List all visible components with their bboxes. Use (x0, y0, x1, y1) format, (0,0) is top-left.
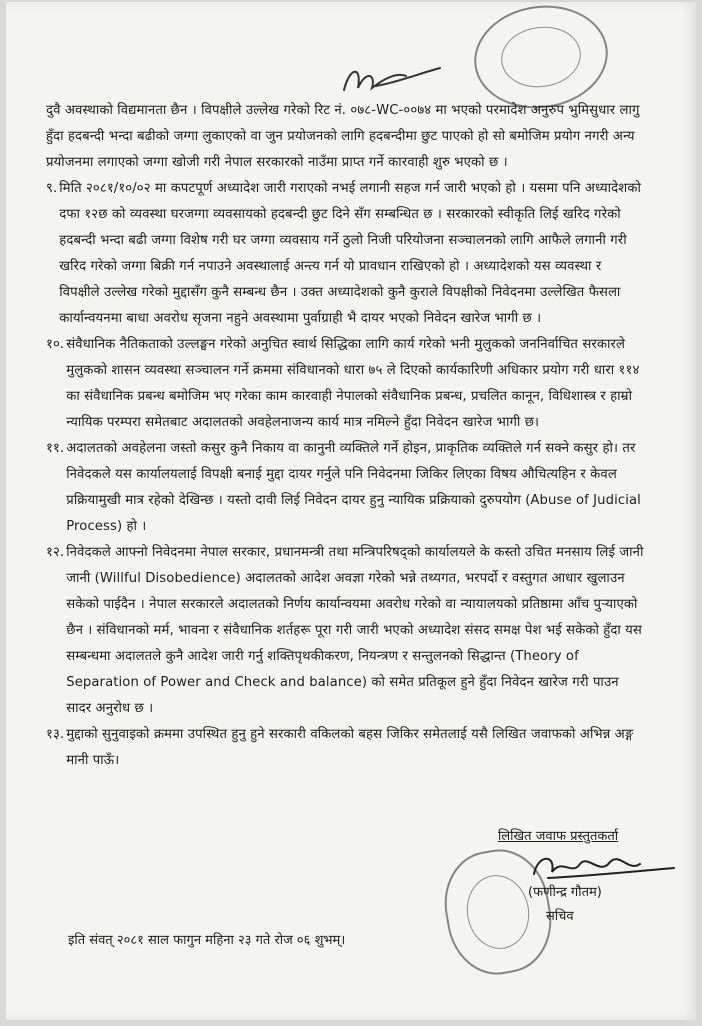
initials-scribble (336, 60, 446, 100)
paragraph-10 (46, 332, 646, 436)
paragraph-text: निवेदकले आफ्नो निवेदनमा नेपाल सरकार, प्रधानमन्त्री तथा मन्त्रिपरिषद्को कार्यालयले के कस्तो उचित मनसाय लिई जानी जानी (Willful Disobedience) अदालतको आदेश अवज्ञा गरेको भन्ने तथ्यगत, भरपर्दो र वस्तुगत आधार खुलाउन सकेको पाईदैन । नेपाल सरकारले अदालतको निर्णय कार्यान्वयमा अवरोध गरेको वा न्यायालयको प्रतिष्ठामा आँच पुऱ्याएको छैन । संविधानको मर्म, भावना र संवैधानिक शर्तहरू पूरा गरी जारी भएको अध्यादेश संसद समक्ष पेश भई सकेको हुँदा यस सम्बन्धमा अदालतले कुनै आदेश जारी गर्नु शक्तिपृथकीकरण, नियन्त्रण र सन्तुलनको सिद्धान्त (Theory of Separation of Power and Check and balance) को समेत प्रतिकूल हुने हुँदा निवेदन खारेज गरी पाउन सादर अनुरोध छ । (66, 545, 644, 716)
paragraph-text: अदालतको अवहेलना जस्तो कसुर कुनै निकाय वा कानुनी व्यक्तिले गर्ने होइन, प्राकृतिक व्यक्तिले गर्न सक्ने कसुर हो। तर निवेदकले यस कार्यालयलाई विपक्षी बनाई मुद्दा दायर गर्नुले पनि निवेदनमा जिकिर लिएका विषय औचित्यहिन र केवल प्रक्रियामुखी मात्र रहेको देखिन्छ । यस्तो दावी लिई निवेदन दायर हुनु न्यायिक प्रक्रियाको दुरुपयोग (Abuse of Judicial Process) हो । (66, 441, 641, 534)
paragraph-11 (46, 436, 646, 540)
document-page (6, 2, 696, 1020)
signature-block (498, 826, 688, 924)
paragraph-number: १३. (46, 727, 65, 742)
intro-paragraph: दुवै अवस्थाको विद्यमानता छैन । विपक्षीले उल्लेख गरेको रिट नं. ०७८-WC-००७४ मा भएको परमादेश अनुरुप भुमिसुधार लागु हुँदा हदबन्दी भन्दा बढीको जग्गा लुकाएको वा जुन प्रयोजनको लागि हदबन्दीमा छुट पाएको हो सो बमोजिम प्रयोग नगरी अन्य प्रयोजनमा लगाएको जग्गा खोजी गरी नेपाल सरकारको नाउँमा प्राप्त गर्ने कारवाही शुरु भएको छ । (46, 103, 640, 170)
paragraph-number: ११. (46, 441, 65, 456)
paragraph-number: ९. (46, 181, 58, 196)
handwritten-signature (528, 846, 678, 886)
paragraph-text: मिति २०८१/१०/०२ मा कपटपूर्ण अध्यादेश जारी गराएको नभई लगानी सहज गर्न जारी भएको हो । यसमा पनि अध्यादेशको दफा १२छ को व्यवस्था घरजग्गा व्यवसायको हदबन्दी छुट दिने सँग सम्बन्धित छ । सरकारको स्वीकृति लिई खरिद गरेको हदबन्दी भन्दा बढी जग्गा विशेष गरी घर जग्गा व्यवसाय गर्ने ठुलो निजी परियोजना सञ्चालनको लागि आफैले लगानी गरी खरिद गरेको जग्गा बिक्री गर्न नपाउने अवस्थालाई अन्त्य गर्न यो प्रावधान राखिएको हो । अध्यादेशको यस व्यवस्था र विपक्षीले उल्लेख गरेको मुद्दासँग कुनै सम्बन्ध छैन । उक्त अध्यादेशको कुनै कुराले विपक्षीको निवेदनमा उल्लेखित फैसला कार्यान्वयनमा बाधा अवरोध सृजना नहुने अवस्थामा पुर्वाग्राही भै दायर भएको निवेदन खारेज भागी छ । (59, 181, 641, 326)
paragraph-number: १२. (46, 545, 65, 560)
signatory-role: सचिव (546, 909, 574, 924)
paragraph-13 (46, 722, 646, 774)
paragraph-12 (46, 540, 646, 722)
signature-title: लिखित जवाफ प्रस्तुतकर्ता (498, 829, 619, 844)
paragraph-number: १०. (46, 337, 65, 352)
seal-inner-ring (461, 870, 535, 954)
document-body (46, 98, 646, 774)
paragraph-text: संवैधानिक नैतिकताको उल्लङ्घन गरेको अनुचित स्वार्थ सिद्धिका लागि कार्य गरेको भनी मुलुकको जननिर्वाचित सरकारले मुलुकको शासन व्यवस्था सञ्चालन गर्ने क्रममा संविधानको धारा ७५ ले दिएको कार्यकारिणी अधिकार प्रयोग गरी धारा ११४ का संवैधानिक प्रबन्ध बमोजिम भए गरेका काम कारवाही नेपालको संवैधानिक प्रबन्ध, प्रचलित कानून, विधिशास्त्र र हाम्रो न्यायिक परम्परा समेतबाट अदालतको अवहेलनाजन्य कार्य मात्र नमिल्ने हुँदा निवेदन खारेज भागी छ। (66, 337, 640, 430)
signatory-name: (फणीन्द्र गौतम) (528, 885, 602, 900)
document-date: इति संवत् २०८१ साल फागुन महिना २३ गते रोज ०६ शुभम्। (68, 933, 346, 948)
seal-inner-ring (497, 21, 585, 92)
paragraph-9 (46, 176, 646, 332)
paragraph-text: मुद्दाको सुनुवाइको क्रममा उपस्थित हुनु हुने सरकारी वकिलको बहस जिकिर समेतलाई यसै लिखित जवाफको अभिन्न अङ्ग मानी पाऊँ। (66, 727, 634, 768)
